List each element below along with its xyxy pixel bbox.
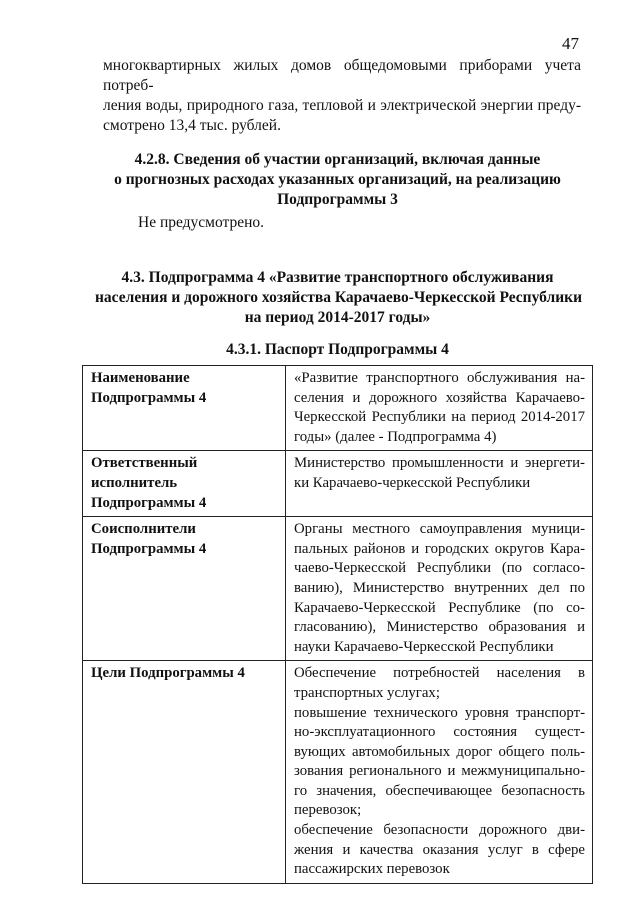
label-line: Подпрограммы 4 xyxy=(91,540,207,557)
heading-line: на период 2014-2017 годы» xyxy=(244,309,431,326)
table-row xyxy=(83,517,593,661)
value-line: ки Карачаево-черкесской Республики xyxy=(294,474,531,491)
intro-line: ления воды, природного газа, тепловой и электрической энергии преду- xyxy=(103,97,581,114)
label-line: Подпрограммы 4 xyxy=(91,389,207,406)
value-line: гласованию), Министерство образования и xyxy=(294,619,585,636)
intro-line: смотрено 13,4 тыс. рублей. xyxy=(103,117,281,134)
table-row xyxy=(83,366,593,451)
value-line: перевозок; xyxy=(294,802,362,819)
heading-line: населения и дорожного хозяйства Карачаево-Черкесской Республики xyxy=(95,289,583,306)
label-line: Подпрограммы 4 xyxy=(91,494,207,511)
label-line: Ответственный xyxy=(91,455,198,472)
row-label-goals xyxy=(83,661,286,884)
value-line: обеспечение безопасности дорожного дви- xyxy=(294,822,585,839)
value-line: Органы местного самоуправления муници- xyxy=(294,521,585,538)
intro-paragraph xyxy=(103,56,581,136)
row-value-name xyxy=(286,366,593,451)
label-line: Цели Подпрограммы 4 xyxy=(91,665,245,682)
heading-line: о прогнозных расходах указанных организаций, на реализацию xyxy=(114,171,561,188)
value-line: Черкесской Республики на период 2014-2017 xyxy=(294,409,585,426)
value-line: Обеспечение потребностей населения в xyxy=(294,665,585,682)
value-line: го значения, обеспечивающее безопасность xyxy=(294,782,585,799)
heading-line: Подпрограммы 3 xyxy=(277,191,398,208)
value-line: вующих автомобильных дорог общего поль- xyxy=(294,743,585,760)
value-line: ванию), Министерство внутренних дел по xyxy=(294,579,585,596)
value-line: зования регионального и межмуниципально- xyxy=(294,763,585,780)
value-line: селения и дорожного хозяйства Карачаево- xyxy=(294,389,585,406)
value-line: пассажирских перевозок xyxy=(294,861,450,878)
row-label-coexecutors xyxy=(83,517,286,661)
value-line: Министерство промышленности и энергети- xyxy=(294,455,585,472)
heading-line: 4.2.8. Сведения об участии организаций, включая данные xyxy=(134,151,541,168)
section-4-3-1-heading: 4.3.1. Паспорт Подпрограммы 4 xyxy=(226,341,449,358)
row-value-goals xyxy=(286,661,593,884)
value-line: пальных районов и городских округов Кара- xyxy=(294,540,585,557)
intro-line: многоквартирных жилых домов общедомовыми приборами учета потреб- xyxy=(103,57,581,94)
label-line: Наименование xyxy=(91,370,190,386)
table-row xyxy=(83,661,593,884)
value-line: жения и качества оказания услуг в сфере xyxy=(294,841,585,858)
value-line: чаево-Черкесской Республики (по согласо- xyxy=(294,560,585,577)
value-line: повышение технического уровня транспорт- xyxy=(294,704,585,721)
page-number: 47 xyxy=(562,34,579,53)
section-4-3-heading xyxy=(95,268,583,328)
row-value-executor xyxy=(286,451,593,517)
label-line: Соисполнители xyxy=(91,521,196,538)
value-line: «Развитие транспортного обслуживания на- xyxy=(294,370,585,386)
heading-line: 4.3. Подпрограмма 4 «Развитие транспортного обслуживания xyxy=(121,269,554,286)
value-line: годы» (далее - Подпрограмма 4) xyxy=(294,428,497,445)
value-line: транспортных услугах; xyxy=(294,684,440,701)
value-line: но-эксплуатационного состояния сущест- xyxy=(294,724,585,741)
passport-table xyxy=(82,365,593,884)
section-4-2-8-heading xyxy=(95,150,580,210)
row-value-coexecutors xyxy=(286,517,593,661)
label-line: исполнитель xyxy=(91,474,178,491)
value-line: науки Карачаево-Черкесской Республики xyxy=(294,638,554,655)
table-row xyxy=(83,451,593,517)
row-label-name xyxy=(83,366,286,451)
value-line: Карачаево-Черкесской Республике (по со- xyxy=(294,599,585,616)
section-4-2-8-text: Не предусмотрено. xyxy=(138,214,265,231)
row-label-executor xyxy=(83,451,286,517)
